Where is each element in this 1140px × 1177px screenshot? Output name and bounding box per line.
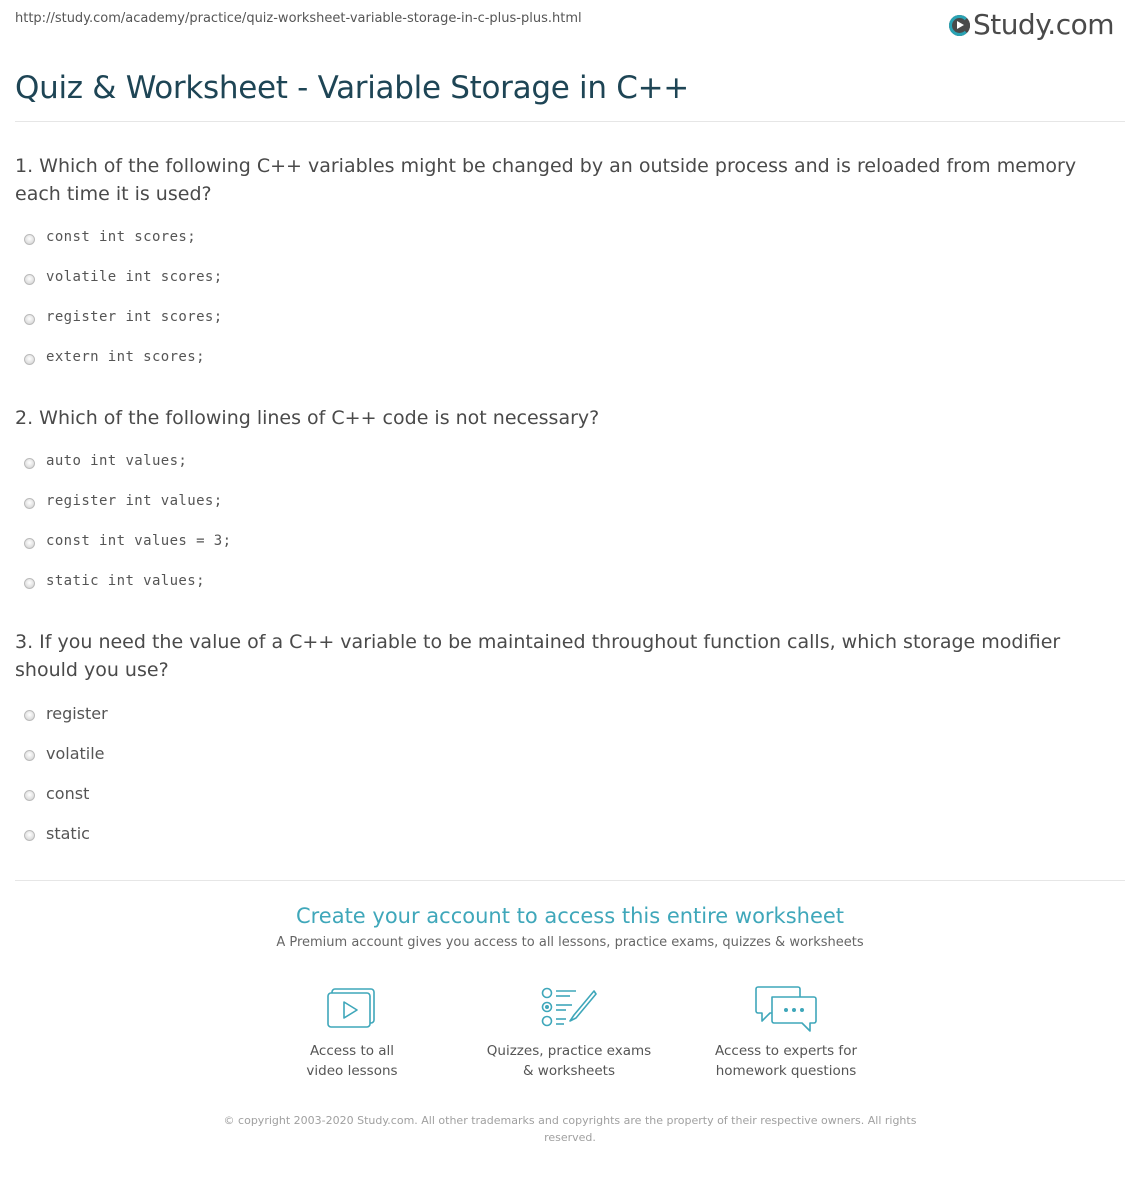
radio-button-icon[interactable] bbox=[24, 274, 35, 285]
answer-option[interactable] bbox=[15, 481, 1115, 521]
video-lesson-icon bbox=[252, 985, 452, 1033]
answer-label: auto int values; bbox=[46, 453, 188, 469]
feature-video-lessons bbox=[252, 985, 452, 1081]
answer-label: const int values = 3; bbox=[46, 533, 232, 549]
radio-button-icon[interactable] bbox=[24, 710, 35, 721]
answer-label: register bbox=[46, 703, 108, 723]
logo-text: Study.com bbox=[972, 7, 1114, 41]
answer-option[interactable] bbox=[15, 297, 1115, 337]
feature-quizzes bbox=[469, 985, 669, 1081]
answer-label: static int values; bbox=[46, 573, 205, 589]
radio-button-icon[interactable] bbox=[24, 538, 35, 549]
radio-button-icon[interactable] bbox=[24, 354, 35, 365]
answer-label: const bbox=[46, 783, 90, 803]
answer-option[interactable] bbox=[15, 733, 1115, 773]
feature-list bbox=[0, 985, 1140, 1095]
answer-options bbox=[15, 693, 1115, 853]
radio-button-icon[interactable] bbox=[24, 314, 35, 325]
answer-option[interactable] bbox=[15, 337, 1115, 377]
answer-label: register int scores; bbox=[46, 309, 223, 325]
radio-button-icon[interactable] bbox=[24, 578, 35, 589]
answer-option[interactable] bbox=[15, 257, 1115, 297]
answer-label: volatile int scores; bbox=[46, 269, 223, 285]
feature-label: Quizzes, practice exams & worksheets bbox=[486, 1043, 652, 1079]
chat-bubbles-icon bbox=[686, 985, 886, 1033]
question-2 bbox=[15, 404, 1115, 601]
radio-button-icon[interactable] bbox=[24, 750, 35, 761]
answer-option[interactable] bbox=[15, 561, 1115, 601]
answer-option[interactable] bbox=[15, 217, 1115, 257]
feature-label: Access to all video lessons bbox=[306, 1043, 398, 1079]
question-3 bbox=[15, 628, 1115, 853]
radio-button-icon[interactable] bbox=[24, 790, 35, 801]
create-account-link[interactable]: Create your account to access this entire worksheet bbox=[295, 904, 845, 928]
question-text: 2. Which of the following lines of C++ code is not necessary? bbox=[15, 407, 600, 429]
quiz-checklist-icon bbox=[469, 985, 669, 1033]
radio-button-icon[interactable] bbox=[24, 234, 35, 245]
answer-label: extern int scores; bbox=[46, 349, 205, 365]
page-url: http://study.com/academy/practice/quiz-worksheet-variable-storage-in-c-plus-plus.html bbox=[15, 11, 582, 26]
radio-button-icon[interactable] bbox=[24, 830, 35, 841]
question-1 bbox=[15, 152, 1115, 377]
promo-subtitle: A Premium account gives you access to all lessons, practice exams, quizzes & worksheets bbox=[276, 935, 864, 950]
study-logo[interactable] bbox=[949, 6, 1114, 42]
answer-label: static bbox=[46, 823, 90, 843]
play-logo-icon bbox=[949, 15, 970, 36]
answer-option[interactable] bbox=[15, 521, 1115, 561]
copyright-footer: © copyright 2003-2020 Study.com. All other trademarks and copyrights are the property of their respective owners. All rights reserved. bbox=[223, 1114, 917, 1144]
answer-label: const int scores; bbox=[46, 229, 197, 245]
radio-button-icon[interactable] bbox=[24, 498, 35, 509]
divider bbox=[15, 121, 1125, 122]
header bbox=[0, 0, 1140, 120]
radio-button-icon[interactable] bbox=[24, 458, 35, 469]
question-text: 3. If you need the value of a C++ variable to be maintained throughout function calls, which storage modifier should you use? bbox=[15, 631, 1061, 681]
answer-option[interactable] bbox=[15, 441, 1115, 481]
feature-experts bbox=[686, 985, 886, 1081]
page-title: Quiz & Worksheet - Variable Storage in C++ bbox=[15, 70, 689, 106]
answer-option[interactable] bbox=[15, 693, 1115, 733]
answer-options bbox=[15, 441, 1115, 601]
question-text: 1. Which of the following C++ variables might be changed by an outside process and is reloaded from memory each time it is used? bbox=[15, 155, 1077, 205]
feature-label: Access to experts for homework questions bbox=[714, 1043, 857, 1079]
answer-options bbox=[15, 217, 1115, 377]
divider bbox=[15, 880, 1125, 881]
signup-promo bbox=[0, 900, 1140, 952]
answer-option[interactable] bbox=[15, 813, 1115, 853]
answer-option[interactable] bbox=[15, 773, 1115, 813]
answer-label: register int values; bbox=[46, 493, 223, 509]
answer-label: volatile bbox=[46, 743, 105, 763]
